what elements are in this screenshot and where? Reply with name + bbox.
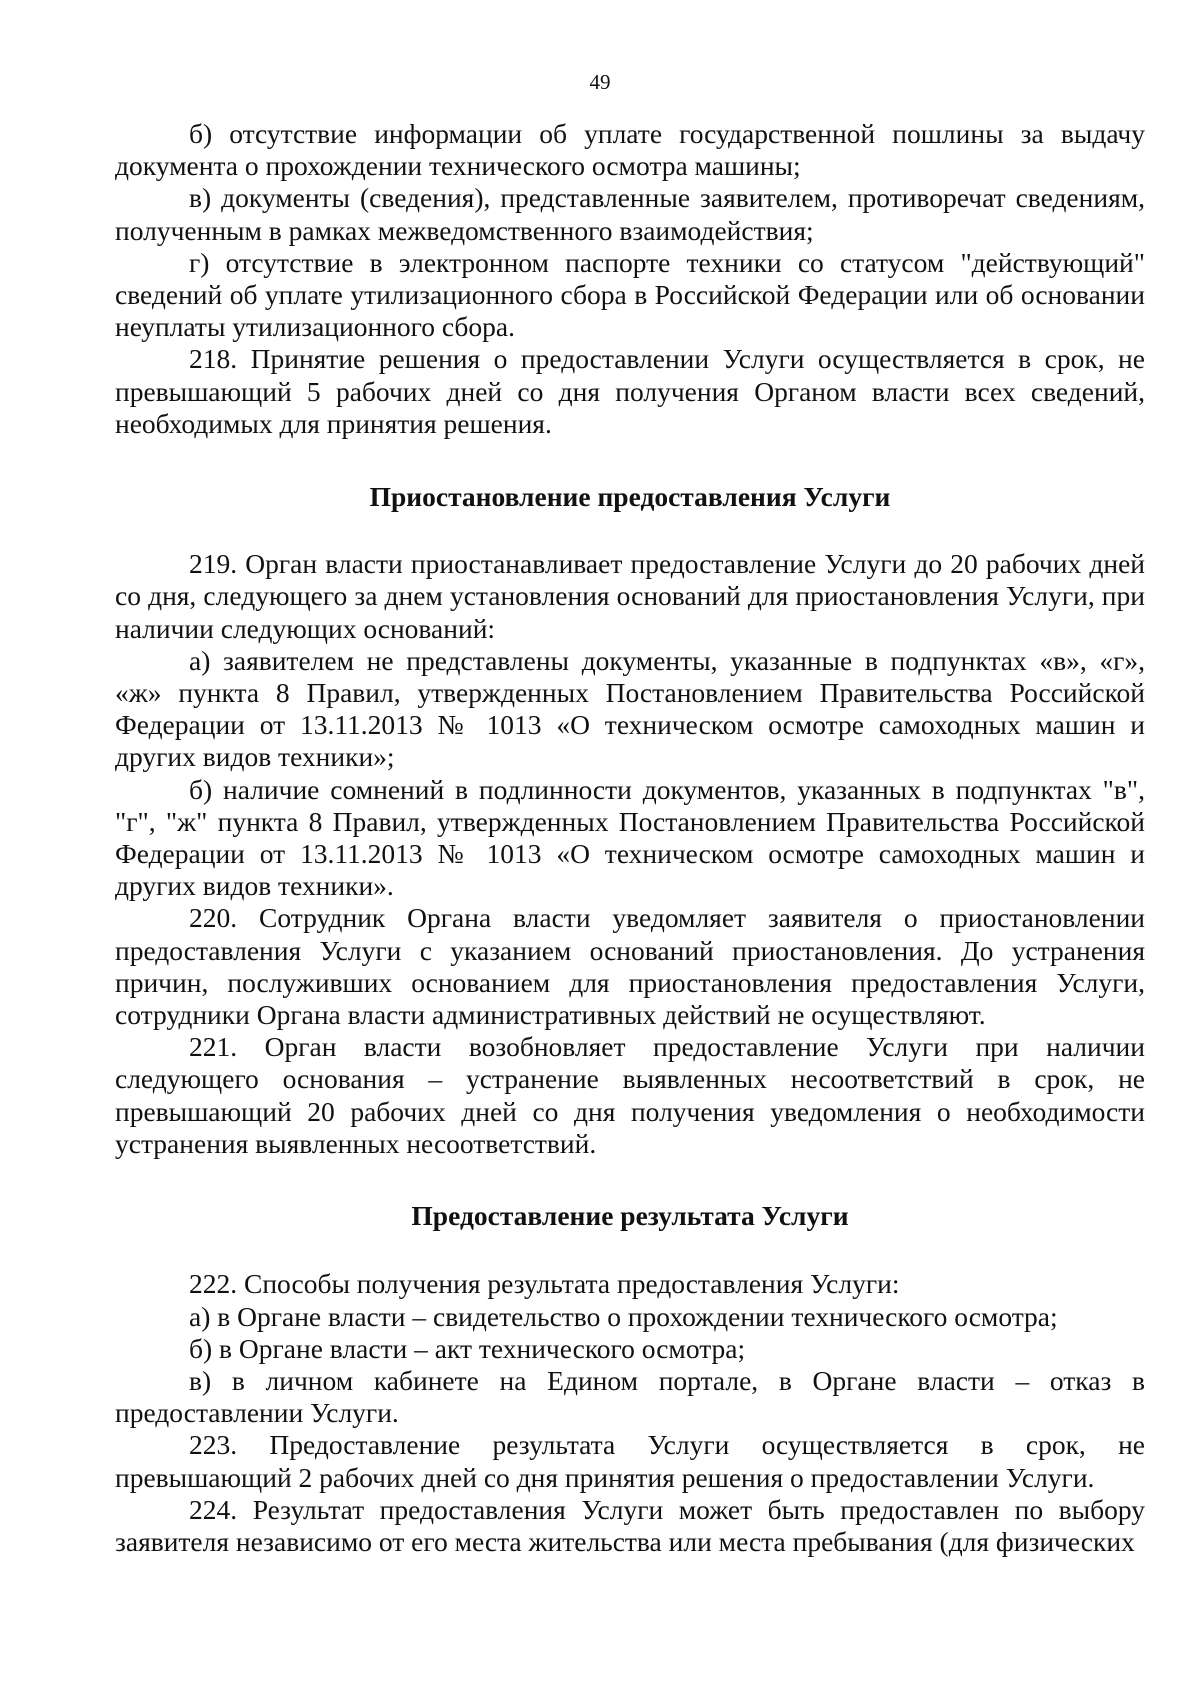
paragraph-219: 219. Орган власти приостанавливает предоставление Услуги до 20 рабочих дней со дня, следующего за днем установления оснований для приостановления Услуги, при наличии следующих оснований: (115, 548, 1145, 644)
paragraph-219-b: б) наличие сомнений в подлинности документов, указанных в подпунктах "в", "г", "ж" пункта 8 Правил, утвержденных Постановлением Правительства Российской Федерации от 13.11.2013 № 1013 «О техническом осмотре самоходных машин и других видов техники». (115, 773, 1145, 902)
paragraph-g-no-recycling-fee: г) отсутствие в электронном паспорте техники со статусом "действующий" сведений об уплате утилизационного сбора в Российской Федерации или об основании неуплаты утилизационного сбора. (115, 246, 1145, 343)
section-heading-result: Предоставление результата Услуги (411, 1200, 849, 1232)
document-body (115, 118, 1145, 1558)
paragraph-222: 222. Способы получения результата предоставления Услуги: (189, 1268, 900, 1300)
paragraph-222-b: б) в Органе власти – акт технического осмотра; (189, 1332, 746, 1364)
paragraph-222-a: а) в Органе власти – свидетельство о прохождении технического осмотра; (189, 1300, 1058, 1332)
page-number: 49 (589, 70, 611, 94)
paragraph-219-a: а) заявителем не представлены документы, указанные в подпунктах «в», «г», «ж» пункта 8 Правил, утвержденных Постановлением Правительства Российской Федерации от 13.11.2013 № 1013 «О техническом осмотре самоходных машин и других видов техники»; (115, 644, 1145, 773)
paragraph-218: 218. Принятие решения о предоставлении Услуги осуществляется в срок, не превышающий 5 рабочих дней со дня получения Органом власти всех сведений, необходимых для принятия решения. (115, 343, 1145, 439)
paragraph-224: 224. Результат предоставления Услуги может быть предоставлен по выбору заявителя независимо от его места жительства или места пребывания (для физических (115, 1493, 1145, 1557)
paragraph-v-contradicting-documents: в) документы (сведения), представленные заявителем, противоречат сведениям, полученным в рамках межведомственного взаимодействия; (115, 182, 1145, 246)
paragraph-222-v: в) в личном кабинете на Едином портале, в Органе власти – отказ в предоставлении Услуги. (115, 1364, 1145, 1429)
paragraph-220: 220. Сотрудник Органа власти уведомляет заявителя о приостановлении предоставления Услуги с указанием оснований приостановления. До устранения причин, послуживших основанием для приостановления предоставления Услуги, сотрудники Органа власти административных действий не осуществляют. (115, 902, 1145, 1031)
paragraph-b-no-fee-info: б) отсутствие информации об уплате государственной пошлины за выдачу документа о прохождении технического осмотра машины; (115, 118, 1145, 182)
paragraph-223: 223. Предоставление результата Услуги осуществляется в срок, не превышающий 2 рабочих дней со дня принятия решения о предоставлении Услуги. (115, 1429, 1145, 1493)
section-heading-suspension: Приостановление предоставления Услуги (369, 481, 891, 513)
paragraph-221: 221. Орган власти возобновляет предоставление Услуги при наличии следующего основания – устранение выявленных несоответствий в срок, не превышающий 20 рабочих дней со дня получения уведомления о необходимости устранения выявленных несоответствий. (115, 1031, 1145, 1159)
